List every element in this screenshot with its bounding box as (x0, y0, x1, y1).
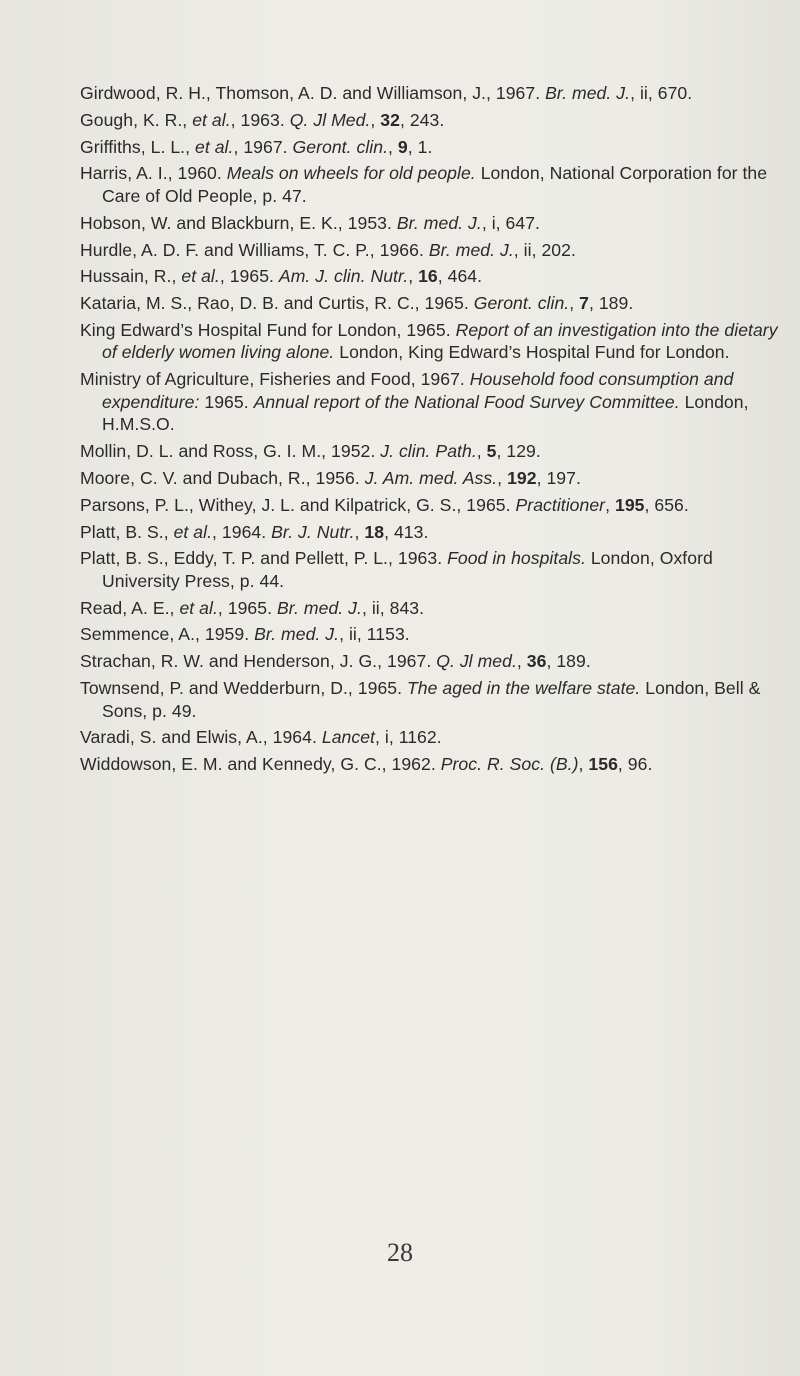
ref-journal: Lancet (321, 727, 375, 748)
ref-et-al: et al. (173, 521, 213, 542)
reference-entry (80, 650, 780, 673)
reference-entry (80, 547, 780, 592)
ref-subtitle: Annual report of the National Food Survey Committee. (253, 391, 680, 412)
ref-authors: Ministry of Agriculture, Fisheries and Food, 1967. (80, 369, 470, 390)
ref-journal: Am. J. clin. Nutr. (278, 266, 409, 287)
ref-journal: Geront. clin. (473, 293, 570, 314)
ref-volume-page: , 5, 129. (476, 441, 541, 462)
ref-authors: Moore, C. V. and Dubach, R., 1956. (80, 467, 365, 488)
ref-year: , 1967. (233, 136, 293, 157)
ref-journal: Br. med. J. (428, 239, 514, 260)
ref-volume-page: , 9, 1. (388, 136, 433, 157)
reference-entry (80, 265, 780, 288)
ref-publisher: London, Bell & Sons, p. 49. (102, 678, 761, 721)
ref-volume-page: , 16, 464. (408, 266, 483, 287)
ref-journal: Br. J. Nutr. (271, 521, 355, 542)
ref-journal: Proc. R. Soc. (B.) (440, 754, 579, 775)
ref-authors: Strachan, R. W. and Henderson, J. G., 1967. (80, 651, 437, 672)
ref-authors: Townsend, P. and Wedderburn, D., 1965. (80, 678, 407, 699)
ref-volume-page: , 195, 656. (605, 494, 689, 515)
ref-volume-page: , 192, 197. (497, 467, 581, 488)
ref-volume: 5 (486, 441, 497, 462)
ref-volume-page: , ii, 843. (361, 597, 425, 618)
reference-entry (80, 677, 780, 722)
ref-publisher: London, Oxford University Press, p. 44. (102, 548, 713, 591)
ref-publisher: London, H.M.S.O. (102, 391, 749, 435)
ref-journal: J. clin. Path. (380, 441, 477, 462)
ref-journal: Br. med. J. (545, 83, 631, 103)
ref-volume: 7 (579, 293, 589, 314)
ref-publisher: London, National Corporation for the Care of Old People, p. 47. (102, 163, 768, 206)
ref-title: Household food consumption and expenditure: (102, 369, 734, 412)
reference-entry (80, 623, 780, 646)
ref-title: Report of an investigation into the dietary of elderly women living alone. (102, 319, 778, 363)
reference-entry (80, 521, 780, 544)
ref-journal: Geront. clin. (292, 136, 389, 157)
ref-authors: Harris, A. I., 1960. (80, 163, 227, 184)
ref-year: , 1963. (230, 109, 290, 130)
ref-volume-page: , 156, 96. (578, 754, 653, 775)
ref-volume-page: , i, 1162. (374, 727, 442, 748)
ref-authors: Read, A. E., (80, 597, 180, 618)
ref-year: , 1965. (219, 266, 279, 287)
ref-volume-page: , ii, 670. (630, 83, 693, 103)
ref-volume-page: , ii, 202. (513, 239, 576, 260)
ref-journal: Br. med. J. (396, 212, 482, 233)
reference-entry (80, 467, 780, 490)
ref-volume-page: , 32, 243. (370, 109, 445, 130)
ref-journal: Br. med. J. (254, 624, 340, 645)
ref-authors: Hobson, W. and Blackburn, E. K., 1953. (80, 212, 397, 233)
reference-entry (80, 82, 780, 105)
reference-list (80, 82, 780, 780)
ref-authors: Gough, K. R., (80, 109, 193, 130)
ref-volume: 36 (526, 651, 547, 672)
reference-entry (80, 109, 780, 132)
ref-authors: Widdowson, E. M. and Kennedy, G. C., 1962. (80, 754, 441, 775)
ref-volume: 9 (397, 136, 408, 157)
ref-year-note: 1965. (199, 391, 254, 412)
ref-journal: J. Am. med. Ass. (364, 467, 498, 488)
reference-entry (80, 368, 780, 436)
reference-entry (80, 212, 780, 235)
ref-title: The aged in the welfare state. (407, 678, 641, 699)
ref-volume: 192 (507, 467, 537, 488)
ref-journal: Practitioner (515, 494, 606, 515)
page-number: 28 (387, 1238, 413, 1267)
reference-entry (80, 494, 780, 517)
ref-authors: Griffiths, L. L., (80, 136, 195, 157)
ref-authors: Semmence, A., 1959. (80, 624, 255, 645)
ref-authors: Platt, B. S., (80, 521, 174, 542)
ref-authors: Platt, B. S., Eddy, T. P. and Pellett, P. L., 1963. (80, 548, 448, 569)
ref-authors: Girdwood, R. H., Thomson, A. D. and Williamson, J., 1967. (80, 83, 546, 103)
reference-entry (80, 292, 780, 315)
reference-entry (80, 726, 780, 749)
ref-authors: Hussain, R., (80, 266, 182, 287)
ref-volume: 32 (380, 109, 400, 130)
ref-journal: Br. med. J. (276, 597, 362, 618)
ref-volume-page: , 36, 189. (516, 651, 591, 672)
reference-entry (80, 136, 780, 159)
ref-year: , 1965. (217, 597, 277, 618)
ref-year: , 1964. (212, 521, 272, 542)
ref-et-al: et al. (192, 109, 231, 130)
ref-volume: 16 (418, 266, 438, 287)
ref-volume-page: , ii, 1153. (339, 624, 410, 645)
ref-volume: 195 (614, 494, 645, 515)
ref-authors: Parsons, P. L., Withey, J. L. and Kilpatrick, G. S., 1965. (80, 494, 516, 515)
reference-entry (80, 239, 780, 262)
ref-volume: 18 (364, 521, 385, 542)
ref-title: Meals on wheels for old people. (226, 163, 476, 184)
reference-entry (80, 440, 780, 463)
ref-volume-page: , i, 647. (481, 212, 540, 233)
ref-et-al: et al. (179, 597, 218, 618)
ref-et-al: et al. (194, 136, 234, 157)
ref-volume-page: , 18, 413. (354, 521, 429, 542)
ref-volume-page: , 7, 189. (569, 293, 634, 314)
reference-entry (80, 753, 780, 776)
ref-authors: Hurdle, A. D. F. and Williams, T. C. P., 1966. (80, 239, 429, 260)
ref-et-al: et al. (181, 266, 220, 287)
ref-journal: Q. Jl med. (436, 651, 517, 672)
reference-entry (80, 597, 780, 620)
reference-entry (80, 319, 780, 364)
ref-authors: Mollin, D. L. and Ross, G. I. M., 1952. (80, 441, 381, 462)
ref-title: Food in hospitals. (447, 548, 586, 569)
reference-entry (80, 162, 780, 207)
ref-authors: Varadi, S. and Elwis, A., 1964. (80, 727, 322, 748)
ref-publisher: London, King Edward’s Hospital Fund for London. (334, 342, 730, 363)
ref-journal: Q. Jl Med. (289, 109, 371, 130)
ref-authors: Kataria, M. S., Rao, D. B. and Curtis, R. C., 1965. (80, 293, 474, 314)
ref-authors: King Edward’s Hospital Fund for London, 1965. (80, 319, 456, 340)
ref-volume: 156 (588, 754, 618, 775)
